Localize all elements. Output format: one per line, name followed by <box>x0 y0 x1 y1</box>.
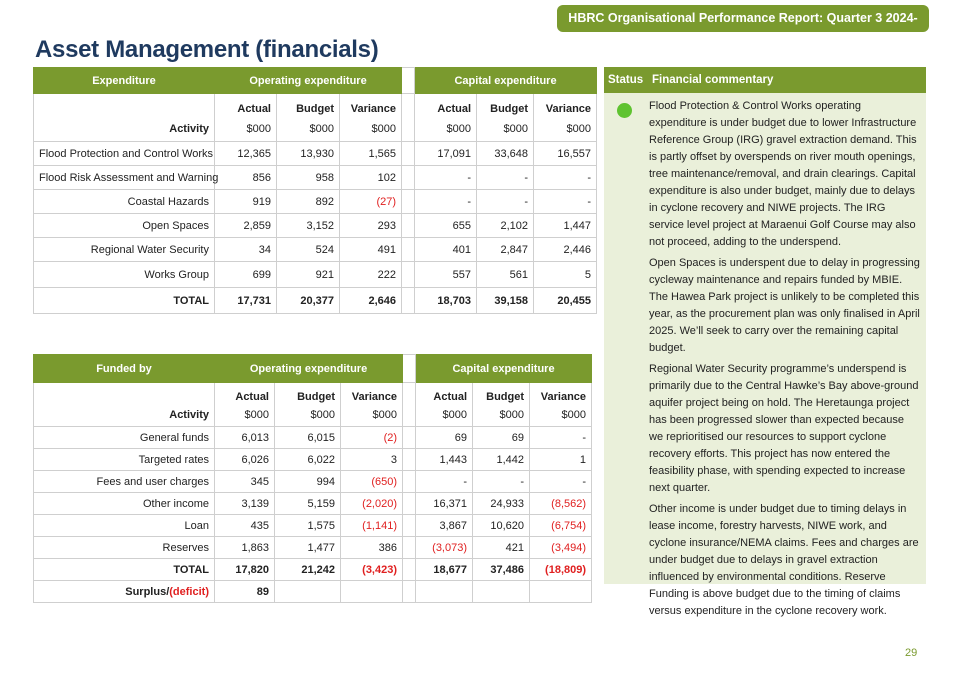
value-cell: 17,820 <box>215 559 275 581</box>
report-title-banner: HBRC Organisational Performance Report: Quarter 3 2024-2025 <box>557 5 929 32</box>
expenditure-group-header: Expenditure <box>34 68 215 94</box>
unit-label: $000 <box>415 118 477 142</box>
activity-name: General funds <box>34 427 215 449</box>
value-cell: 557 <box>415 262 477 288</box>
activity-name: Flood Risk Assessment and Warning <box>34 166 215 190</box>
opex-header: Operating expenditure <box>215 68 402 94</box>
value-cell: (1,141) <box>341 515 403 537</box>
value-cell: 6,022 <box>275 449 341 471</box>
value-cell: 401 <box>415 238 477 262</box>
value-cell: 1,442 <box>473 449 530 471</box>
value-cell: - <box>530 427 592 449</box>
col-variance: Variance <box>341 383 403 405</box>
value-cell: 5 <box>534 262 597 288</box>
total-row <box>34 288 597 314</box>
activity-name: Loan <box>34 515 215 537</box>
value-cell: 2,446 <box>534 238 597 262</box>
column-spacer <box>403 471 416 493</box>
unit-label: $000 <box>275 405 341 427</box>
table-row <box>34 427 592 449</box>
value-cell: 919 <box>215 190 277 214</box>
unit-label: $000 <box>215 118 277 142</box>
value-cell: 1,565 <box>340 142 402 166</box>
value-cell: 2,847 <box>477 238 534 262</box>
activity-name: Works Group <box>34 262 215 288</box>
column-spacer <box>402 262 415 288</box>
value-cell: 856 <box>215 166 277 190</box>
capex-header: Capital expenditure <box>416 355 592 383</box>
col-variance: Variance <box>340 94 402 118</box>
value-cell: 5,159 <box>275 493 341 515</box>
value-cell: 69 <box>473 427 530 449</box>
value-cell: 6,026 <box>215 449 275 471</box>
value-cell: (3,423) <box>341 559 403 581</box>
value-cell: 435 <box>215 515 275 537</box>
value-cell: 655 <box>415 214 477 238</box>
value-cell: 3 <box>341 449 403 471</box>
value-cell: - <box>534 190 597 214</box>
value-cell: - <box>477 166 534 190</box>
column-spacer <box>403 405 416 427</box>
value-cell: 3,152 <box>277 214 340 238</box>
header-blank <box>34 383 215 405</box>
value-cell: - <box>477 190 534 214</box>
column-spacer <box>403 427 416 449</box>
value-cell: 18,703 <box>415 288 477 314</box>
empty-cell <box>416 581 473 603</box>
value-cell: 892 <box>277 190 340 214</box>
value-cell: 39,158 <box>477 288 534 314</box>
expenditure-table <box>33 67 597 314</box>
value-cell: 958 <box>277 166 340 190</box>
unit-label: $000 <box>477 118 534 142</box>
activity-name: Other income <box>34 493 215 515</box>
value-cell: 16,371 <box>416 493 473 515</box>
table-row <box>34 142 597 166</box>
status-header: Status <box>608 74 644 86</box>
value-cell: 699 <box>215 262 277 288</box>
column-spacer <box>402 214 415 238</box>
surplus-value: 89 <box>215 581 275 603</box>
opex-header: Operating expenditure <box>215 355 403 383</box>
empty-cell <box>530 581 592 603</box>
column-spacer <box>403 355 416 383</box>
column-spacer <box>402 118 415 142</box>
value-cell: 293 <box>340 214 402 238</box>
value-cell: 16,557 <box>534 142 597 166</box>
unit-label: $000 <box>277 118 340 142</box>
value-cell: (27) <box>340 190 402 214</box>
col-budget: Budget <box>473 383 530 405</box>
value-cell: 386 <box>341 537 403 559</box>
value-cell: 491 <box>340 238 402 262</box>
column-spacer <box>402 142 415 166</box>
column-spacer <box>403 383 416 405</box>
commentary-paragraph: Open Spaces is underspent due to delay in progressing cycleway maintenance and repairs funded by MBIE. The Hawea Park project is unlikely to be completed this year, as the procurement plan was only finalised in April 2025. We’ll seek to carry over the remaining capital budget. <box>649 257 920 354</box>
column-spacer <box>402 94 415 118</box>
value-cell: 2,102 <box>477 214 534 238</box>
value-cell: 12,365 <box>215 142 277 166</box>
value-cell: 21,242 <box>275 559 341 581</box>
activity-name: Regional Water Security <box>34 238 215 262</box>
value-cell: 2,859 <box>215 214 277 238</box>
table-row <box>34 190 597 214</box>
value-cell: 345 <box>215 471 275 493</box>
col-budget: Budget <box>275 383 341 405</box>
value-cell: 10,620 <box>473 515 530 537</box>
table-row <box>34 471 592 493</box>
funding-group-header: Funded by <box>34 355 215 383</box>
total-row <box>34 559 592 581</box>
column-spacer <box>403 559 416 581</box>
commentary-paragraph: Regional Water Security programme’s underspend is primarily due to the Central Hawke’s Bay above-ground aquifer project being on hold. The Heretaunga project has been progressed slower than expected because we reprioritised our resources to support cyclone recovery efforts. This project has now entered the feasibility phase, with spending expected to increase next quarter. <box>649 363 919 494</box>
value-cell: 1,863 <box>215 537 275 559</box>
commentary-paragraph: Other income is under budget due to timing delays in lease income, forestry harvests, NIWE work, and cyclone insurance/NEMA claims. Fees and charges are under budget due to delays in gravel extraction influenced by environmental conditions. Reserve Funding is above budget due to the timing of claims versus expenditure in the cyclone recovery work. <box>649 503 919 617</box>
value-cell: 17,731 <box>215 288 277 314</box>
capex-header: Capital expenditure <box>415 68 597 94</box>
value-cell: (2) <box>341 427 403 449</box>
col-variance: Variance <box>530 383 592 405</box>
value-cell: 1 <box>530 449 592 471</box>
col-actual: Actual <box>416 383 473 405</box>
value-cell: 994 <box>275 471 341 493</box>
activity-header: Activity <box>34 405 215 427</box>
column-spacer <box>402 238 415 262</box>
table-row <box>34 262 597 288</box>
value-cell: 6,015 <box>275 427 341 449</box>
table-row <box>34 166 597 190</box>
value-cell: (18,809) <box>530 559 592 581</box>
value-cell: 921 <box>277 262 340 288</box>
value-cell: (6,754) <box>530 515 592 537</box>
column-spacer <box>402 166 415 190</box>
value-cell: 1,575 <box>275 515 341 537</box>
unit-label: $000 <box>530 405 592 427</box>
activity-header: Activity <box>34 118 215 142</box>
col-budget: Budget <box>477 94 534 118</box>
unit-label: $000 <box>534 118 597 142</box>
value-cell: 20,377 <box>277 288 340 314</box>
value-cell: 37,486 <box>473 559 530 581</box>
activity-name: Reserves <box>34 537 215 559</box>
column-spacer <box>403 493 416 515</box>
value-cell: - <box>416 471 473 493</box>
value-cell: - <box>530 471 592 493</box>
activity-name: TOTAL <box>34 559 215 581</box>
value-cell: 1,477 <box>275 537 341 559</box>
value-cell: 3,139 <box>215 493 275 515</box>
value-cell: 13,930 <box>277 142 340 166</box>
table-row <box>34 493 592 515</box>
value-cell: - <box>534 166 597 190</box>
status-indicator-icon <box>617 103 632 118</box>
column-spacer <box>403 449 416 471</box>
value-cell: 102 <box>340 166 402 190</box>
value-cell: 17,091 <box>415 142 477 166</box>
page-title: Asset Management (financials) <box>35 36 379 63</box>
commentary-body <box>649 98 921 624</box>
activity-name: Flood Protection and Control Works <box>34 142 215 166</box>
value-cell: 34 <box>215 238 277 262</box>
value-cell: (3,073) <box>416 537 473 559</box>
table-row <box>34 515 592 537</box>
col-actual: Actual <box>415 94 477 118</box>
value-cell: 18,677 <box>416 559 473 581</box>
empty-cell <box>275 581 341 603</box>
col-budget: Budget <box>277 94 340 118</box>
table-row <box>34 238 597 262</box>
surplus-label: Surplus/(deficit) <box>34 581 215 603</box>
table-row <box>34 537 592 559</box>
column-spacer <box>402 190 415 214</box>
column-spacer <box>402 288 415 314</box>
value-cell: 20,455 <box>534 288 597 314</box>
value-cell: (2,020) <box>341 493 403 515</box>
col-variance: Variance <box>534 94 597 118</box>
empty-cell <box>473 581 530 603</box>
value-cell: 2,646 <box>340 288 402 314</box>
unit-label: $000 <box>341 405 403 427</box>
column-spacer <box>402 68 415 94</box>
value-cell: - <box>415 190 477 214</box>
funding-table <box>33 354 592 603</box>
unit-label: $000 <box>340 118 402 142</box>
table-row <box>34 214 597 238</box>
value-cell: - <box>473 471 530 493</box>
unit-label: $000 <box>215 405 275 427</box>
unit-label: $000 <box>416 405 473 427</box>
activity-name: Targeted rates <box>34 449 215 471</box>
value-cell: 33,648 <box>477 142 534 166</box>
activity-name: TOTAL <box>34 288 215 314</box>
col-actual: Actual <box>215 94 277 118</box>
value-cell: 1,447 <box>534 214 597 238</box>
header-blank <box>34 94 215 118</box>
column-spacer <box>403 515 416 537</box>
commentary-heading: Financial commentary <box>652 74 774 86</box>
unit-label: $000 <box>473 405 530 427</box>
col-actual: Actual <box>215 383 275 405</box>
empty-cell <box>341 581 403 603</box>
column-spacer <box>403 581 416 603</box>
commentary-paragraph: Flood Protection & Control Works operating expenditure is under budget due to lower Infrastructure Reference Group (IRG) gravel extraction demand. This is partly offset by overspends on river mouth openings, tree maintenance/removal, and drain clearings. Capital expenditure is also under budget, mainly due to delays in cyclone recovery and NIWE projects. The IRG service level project at Maraenui Golf Course may also not proceed, adding to the underspend. <box>649 100 917 248</box>
value-cell: 524 <box>277 238 340 262</box>
activity-name: Open Spaces <box>34 214 215 238</box>
value-cell: (650) <box>341 471 403 493</box>
value-cell: - <box>415 166 477 190</box>
value-cell: (8,562) <box>530 493 592 515</box>
value-cell: 1,443 <box>416 449 473 471</box>
value-cell: (3,494) <box>530 537 592 559</box>
value-cell: 69 <box>416 427 473 449</box>
activity-name: Fees and user charges <box>34 471 215 493</box>
activity-name: Coastal Hazards <box>34 190 215 214</box>
value-cell: 421 <box>473 537 530 559</box>
value-cell: 24,933 <box>473 493 530 515</box>
value-cell: 3,867 <box>416 515 473 537</box>
financial-commentary-panel <box>604 67 926 617</box>
value-cell: 222 <box>340 262 402 288</box>
column-spacer <box>403 537 416 559</box>
page-number: 29 <box>905 647 918 659</box>
value-cell: 6,013 <box>215 427 275 449</box>
table-row <box>34 449 592 471</box>
value-cell: 561 <box>477 262 534 288</box>
